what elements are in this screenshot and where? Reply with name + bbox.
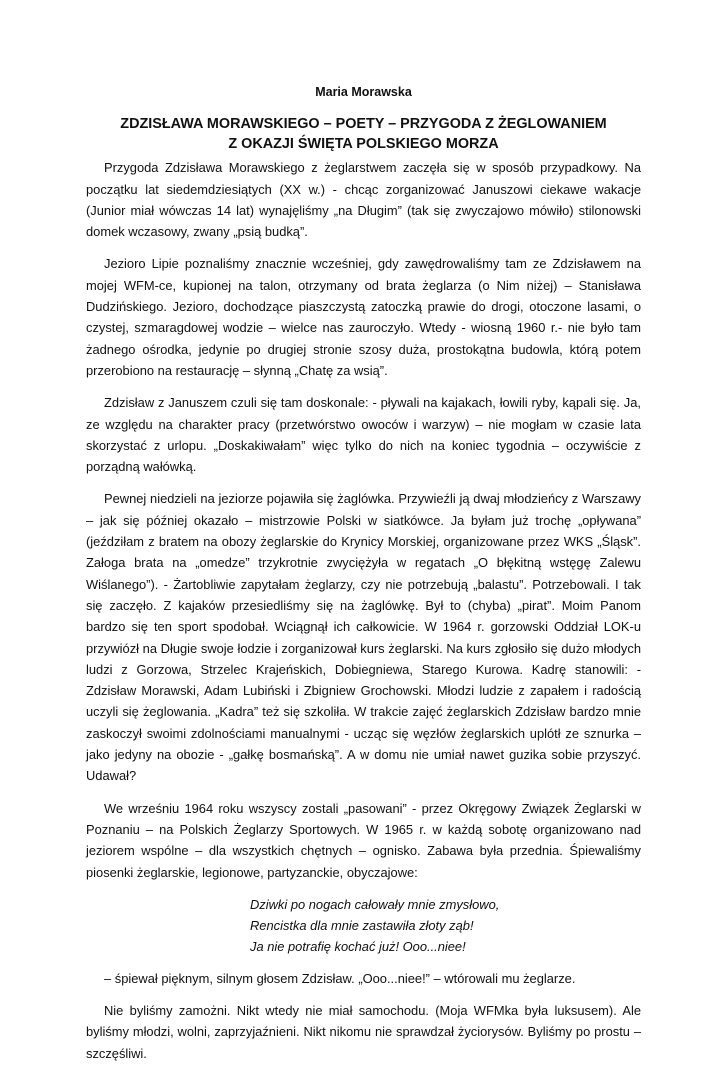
author-name: Maria Morawska: [315, 85, 412, 99]
paragraph: Zdzisław z Januszem czuli się tam doskonale: - pływali na kajakach, łowili ryby, kąpali się. Ja, ze względu na charakter pracy (przetwórstwo owoców i warzyw) – nie mogłam w czasie lata skorzystać z urlopu. „Doskakiwałam” więc tylko do nich na koniec tygodnia – oczywiście z porządną wałówką.: [86, 395, 641, 475]
paragraph: Pewnej niedzieli na jeziorze pojawiła się żaglówka. Przywieźli ją dwaj młodzieńcy z Warszawy – jak się później okazało – mistrzowie Polski w siatkówce. Ja byłam już trochę „opływana” (jeździłam z bratem na obozy żeglarskie do Krynicy Morskiej, organizowane przez WKS „Śląsk”. Załoga brata na „omedze” trzykrotnie zwyciężyła w regatach „O błękitną wstęgę Zalewu Wiślanego”). - Żartobliwie zapytałam żeglarzy, czy nie potrzebują „balastu”. Potrzebowali. I tak się zaczęło. Z kajaków przesiedliśmy się na żaglówkę. Był to (chyba) „pirat”. Moim Panom bardzo się ten sport spodobał. Wciągnął ich całkowicie. W 1964 r. gorzowski Oddział LOK-u przywiózł na Długie swoje łodzie i zorganizował kurs żeglarski. Na kurs zgłosiło się dużo młodych ludzi z Gorzowa, Strzelec Krajeńskich, Dobiegniewa, Starego Kurowa. Kadrę stanowili: - Zdzisław Morawski, Adam Lubiński i Zbigniew Grochowski. Młodzi ludzie z zapałem i radością uczyli się żeglowania. „Kadra” też się szkoliła. W trakcie zajęć żeglarskich Zdzisław bardzo mnie zaskoczył swoimi zdolnościami manualnymi - ucząc się węzłów żeglarskich uplótł ze sznurka – jako jedyny na obozie - „gałkę bosmańską”. A w domu nie umiał nawet guzika sobie przyszyć. Udawał?: [86, 491, 641, 784]
paragraph: Nie byliśmy zamożni. Nikt wtedy nie miał samochodu. (Moja WFMka była luksusem). Ale byliśmy młodzi, wolni, zaprzyjaźnieni. Nikt nikomu nie sprawdzał życiorysów. Byliśmy po prostu – szczęśliwi.: [86, 1002, 641, 1061]
paragraph: We wrześniu 1964 roku wszyscy zostali „pasowani” - przez Okręgowy Związek Żeglarski w Poznaniu – na Polskich Żeglarzy Sportowych. W 1965 r. w każdą sobotę organizowano nad jeziorem wspólne – dla wszystkich chętnych – ognisko. Zabawa była przednia. Śpiewaliśmy piosenki żeglarskie, legionowe, partyzanckie, obyczajowe:: [86, 800, 641, 880]
song-line: Rencistka dla mnie zastawiła złoty ząb!: [250, 918, 474, 934]
document-page: [86, 82, 641, 1075]
title-line-1: ZDZISŁAWA MORAWSKIEGO – POETY – PRZYGODA Z ŻEGLOWANIEM: [120, 116, 607, 133]
song-line: Dziwki po nogach całowały mnie zmysłowo,: [250, 896, 500, 912]
paragraph: – śpiewał pięknym, silnym głosem Zdzisław. „Ooo...niee!” – wtórowali mu żeglarze.: [104, 970, 576, 986]
paragraph: Przygoda Zdzisława Morawskiego z żeglarstwem zaczęła się w sposób przypadkowy. Na początku lat siedemdziesiątych (XX w.) - chcąc zorganizować Januszowi ciekawe wakacje (Junior miał wówczas 14 lat) wynajęliśmy „na Długim” (tak się zwyczajowo mówiło) stilonowski domek wczasowy, zwany „psią budką”.: [86, 160, 641, 240]
song-quote: [250, 894, 641, 958]
title-line-2: Z OKAZJI ŚWIĘTA POLSKIEGO MORZA: [228, 136, 499, 153]
paragraph: Jezioro Lipie poznaliśmy znacznie wcześniej, gdy zawędrowaliśmy tam ze Zdzisławem na mojej WFM-ce, kupionej na talon, otrzymany od brata żeglarza (o Nim niżej) – Stanisława Dudzińskiego. Jezioro, dochodzące piaszczystą zatoczką prawie do drogi, otoczone lasami, o czystej, szmaragdowej wodzie – wielce nas zauroczyło. Wtedy - wiosną 1960 r.- nie było tam żadnego ośrodka, jedynie po drugiej stronie szosy duża, prostokątna budowla, którą potem przerobiono na restaurację – słynną „Chatę za wsią”.: [86, 256, 641, 378]
song-line: Ja nie potrafię kochać już! Ooo...niee!: [250, 939, 466, 955]
